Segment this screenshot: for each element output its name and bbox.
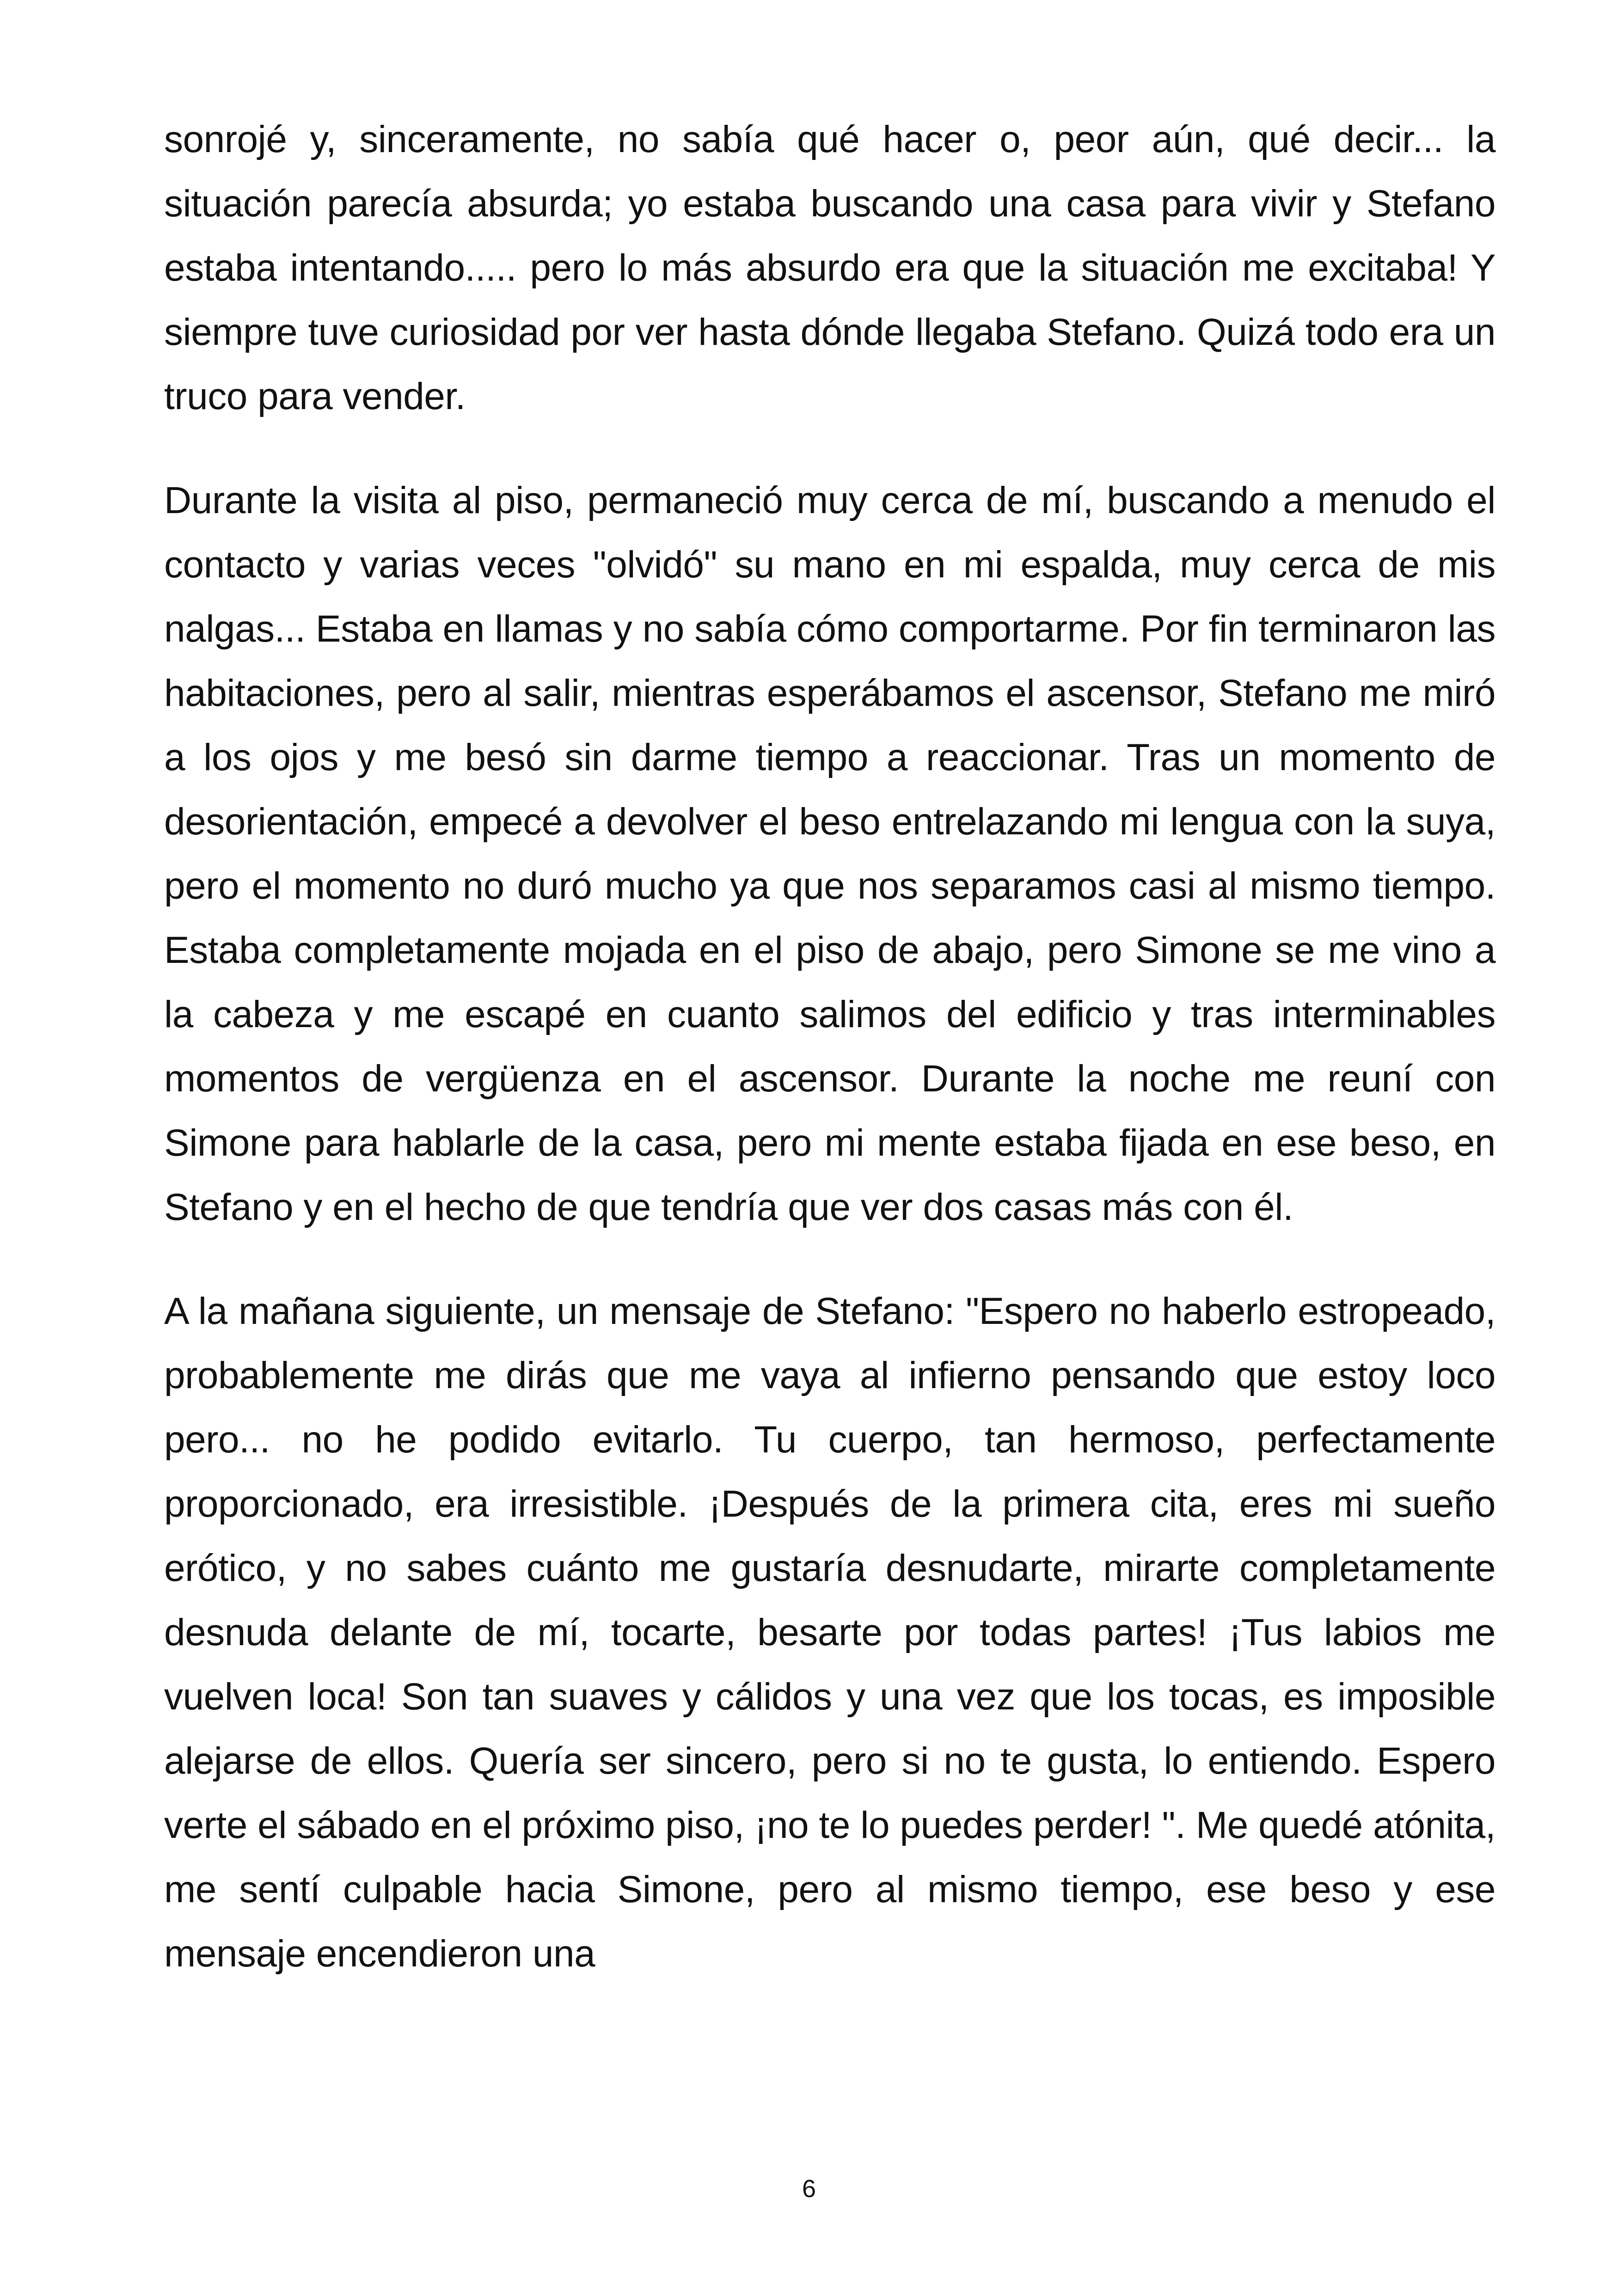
body-text xyxy=(164,107,1495,2026)
paragraph-3: A la mañana siguiente, un mensaje de Stefano: "Espero no haberlo estropeado, probablemente me dirás que me vaya al infierno pensando que estoy loco pero... no he podido evitarlo. Tu cuerpo, tan hermoso, perfectamente proporcionado, era irresistible. ¡Después de la primera cita, eres mi sueño erótico, y no sabes cuánto me gustaría desnudarte, mirarte completamente desnuda delante de mí, tocarte, besarte por todas partes! ¡Tus labios me vuelven loca! Son tan suaves y cálidos y una vez que los tocas, es imposible alejarse de ellos. Quería ser sincero, pero si no te gusta, lo entiendo. Espero verte el sábado en el próximo piso, ¡no te lo puedes perder! ". Me quedé atónita, me sentí culpable hacia Simone, pero al mismo tiempo, ese beso y ese mensaje encendieron una xyxy=(164,1290,1495,1975)
page-number: 6 xyxy=(802,2175,816,2203)
paragraph-1: sonrojé y, sinceramente, no sabía qué hacer o, peor aún, qué decir... la situación parecía absurda; yo estaba buscando una casa para vivir y Stefano estaba intentando..... pero lo más absurdo era que la situación me excitaba! Y siempre tuve curiosidad por ver hasta dónde llegaba Stefano. Quizá todo era un truco para vender. xyxy=(164,118,1495,417)
paragraph-2: Durante la visita al piso, permaneció muy cerca de mí, buscando a menudo el contacto y varias veces "olvidó" su mano en mi espalda, muy cerca de mis nalgas... Estaba en llamas y no sabía cómo comportarme. Por fin terminaron las habitaciones, pero al salir, mientras esperábamos el ascensor, Stefano me miró a los ojos y me besó sin darme tiempo a reaccionar. Tras un momento de desorientación, empecé a devolver el beso entrelazando mi lengua con la suya, pero el momento no duró mucho ya que nos separamos casi al mismo tiempo. Estaba completamente mojada en el piso de abajo, pero Simone se me vino a la cabeza y me escapé en cuanto salimos del edificio y tras interminables momentos de vergüenza en el ascensor. Durante la noche me reuní con Simone para hablarle de la casa, pero mi mente estaba fijada en ese beso, en Stefano y en el hecho de que tendría que ver dos casas más con él. xyxy=(164,479,1495,1228)
